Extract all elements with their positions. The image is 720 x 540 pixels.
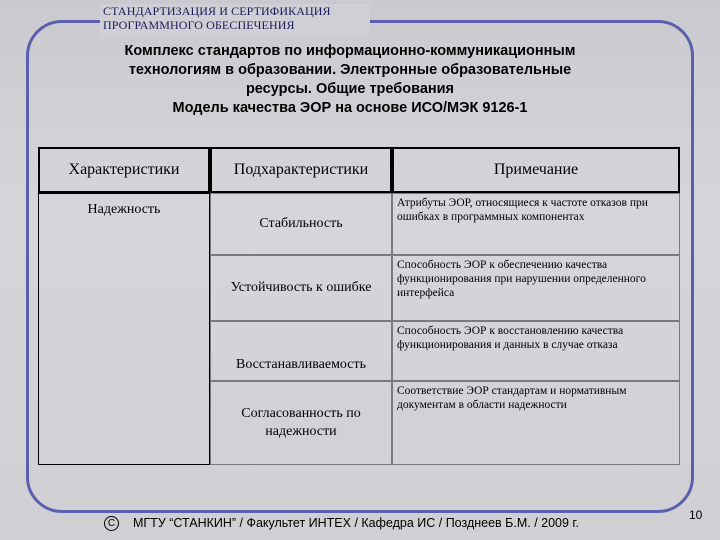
note-1: Атрибуты ЭОР, относящиеся к частоте отказов при ошибках в программных компонентах — [392, 193, 680, 255]
title-line-4: Модель качества ЭОР на основе ИСО/МЭК 9126-1 — [172, 100, 528, 116]
footer-text: МГТУ “СТАНКИН” / Факультет ИНТЕХ / Кафедра ИС / Позднеев Б.М. / 2009 г. — [133, 516, 579, 530]
characteristic-label: Надежность — [87, 202, 161, 217]
header-subcharacteristics: Подхарактеристики — [210, 147, 392, 193]
subcharacteristic-4: Согласованность по надежности — [210, 381, 392, 465]
subcharacteristic-2: Устойчивость к ошибке — [210, 255, 392, 321]
note-2: Способность ЭОР к обеспечению качества функционирования при нарушении определенного интерфейса — [392, 255, 680, 321]
copyright-icon: С — [104, 516, 119, 531]
header-line-1: СТАНДАРТИЗАЦИЯ И СЕРТИФИКАЦИЯ — [103, 4, 331, 18]
header-characteristics: Характеристики — [38, 147, 210, 193]
subcharacteristic-3: Восстанавливаемость — [210, 321, 392, 381]
title-line-3: ресурсы. Общие требования — [245, 81, 455, 97]
note-4: Соответствие ЭОР стандартам и нормативным документам в области надежности — [392, 381, 680, 465]
slide-title — [50, 42, 650, 118]
slide-header — [103, 5, 373, 32]
title-line-1: Комплекс стандартов по информационно-коммуникационным — [124, 43, 576, 59]
slide-footer — [104, 516, 579, 531]
title-line-2: технологиям в образовании. Электронные образовательные — [128, 62, 572, 78]
header-line-2: ПРОГРАММНОГО ОБЕСПЕЧЕНИЯ — [103, 17, 295, 32]
page-number: 10 — [689, 508, 703, 522]
quality-model-table — [38, 147, 680, 465]
characteristic-cell — [38, 193, 210, 465]
header-note: Примечание — [392, 147, 680, 193]
note-3: Способность ЭОР к восстановлению качества функционирования и данных в случае отказа — [392, 321, 680, 381]
subcharacteristic-1: Стабильность — [210, 193, 392, 255]
